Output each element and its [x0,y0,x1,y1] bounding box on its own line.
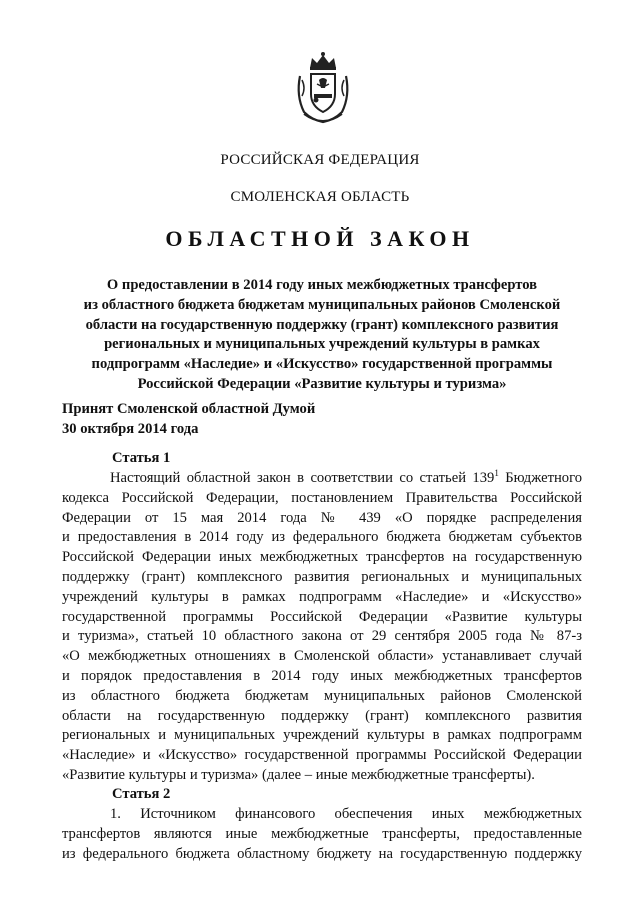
paragraph-line: трансфертов являются иные межбюджетные трансферты, предоставленные [62,825,582,842]
paragraph-line: Федерации от 15 мая 2014 года № 439 «О порядке распределения [62,509,582,526]
paragraph-line: из федерального бюджета областному бюджету на государственную поддержку [62,845,582,862]
paragraph-line: области на государственную поддержку (грант) комплексного развития [62,707,582,724]
subject-line: подпрограмм «Наследие» и «Искусство» государственной программы [91,356,553,373]
article-1-text [62,469,582,786]
subject-line: из областного бюджета бюджетам муниципальных районов Смоленской [83,296,561,313]
footnote-superscript: 1 [494,468,499,479]
coat-of-arms-icon [292,50,354,124]
paragraph-line: 1. Источником финансового обеспечения иных межбюджетных [110,806,582,822]
paragraph-line: «Развитие культуры и туризма» (далее – иные межбюджетные трансферты). [62,766,535,783]
paragraph-line: «Наследие» и «Искусство» государственной программы Российской Федерации [62,747,582,764]
subject-line: Российской Федерации «Развитие культуры и туризма» [137,375,507,392]
article-2-title: Статья 2 [112,786,171,802]
article-1-title: Статья 1 [112,450,171,466]
paragraph-line: Настоящий областной закон в соответствии со статьей $139^1$ Бюджетного [110,468,582,486]
paragraph-line: и порядок предоставления в 2014 году иных межбюджетных трансфертов [62,667,582,684]
adoption-info [62,400,315,440]
subject-line: области на государственную поддержку (грант) комплексного развития [85,316,559,333]
country-name: РОССИЙСКАЯ ФЕДЕРАЦИЯ [220,152,420,168]
adopted-by: Принят Смоленской областной Думой [62,401,316,417]
subject-line: региональных и муниципальных учреждений культуры в рамках [104,336,540,353]
article-2-text [62,805,582,864]
law-subject [62,276,582,395]
paragraph-line: государственной программы Российской Федерации «Развитие культуры [62,608,582,625]
paragraph-line: Российской Федерации иных межбюджетных трансфертов на государственную [62,549,582,566]
paragraph-line: и предоставления в 2014 году из федерального бюджета бюджетам субъектов [62,529,582,546]
subject-line: О предоставлении в 2014 году иных межбюджетных трансфертов [106,277,538,293]
paragraph-line: кодекса Российской Федерации, постановлением Правительства Российской [62,489,582,506]
region-name: СМОЛЕНСКАЯ ОБЛАСТЬ [230,189,410,205]
document-type-title: ОБЛАСТНОЙ ЗАКОН [165,226,475,251]
paragraph-line: «О межбюджетных отношениях в Смоленской области» устанавливает случай [62,648,582,665]
paragraph-line: и туризма», статьей 10 областного закона от 29 сентября 2005 года № 87-з [62,628,582,645]
paragraph-line: региональных и муниципальных учреждений культуры в рамках подпрограмм [62,727,582,744]
paragraph-line: из областного бюджета бюджетам муниципальных районов Смоленской [62,687,582,704]
paragraph-line: учреждений культуры в рамках подпрограмм «Наследие» и «Искусство» [62,588,582,605]
paragraph-line: поддержку (грант) комплексного развития региональных и муниципальных [62,568,582,585]
adopted-date: 30 октября 2014 года [62,420,199,437]
